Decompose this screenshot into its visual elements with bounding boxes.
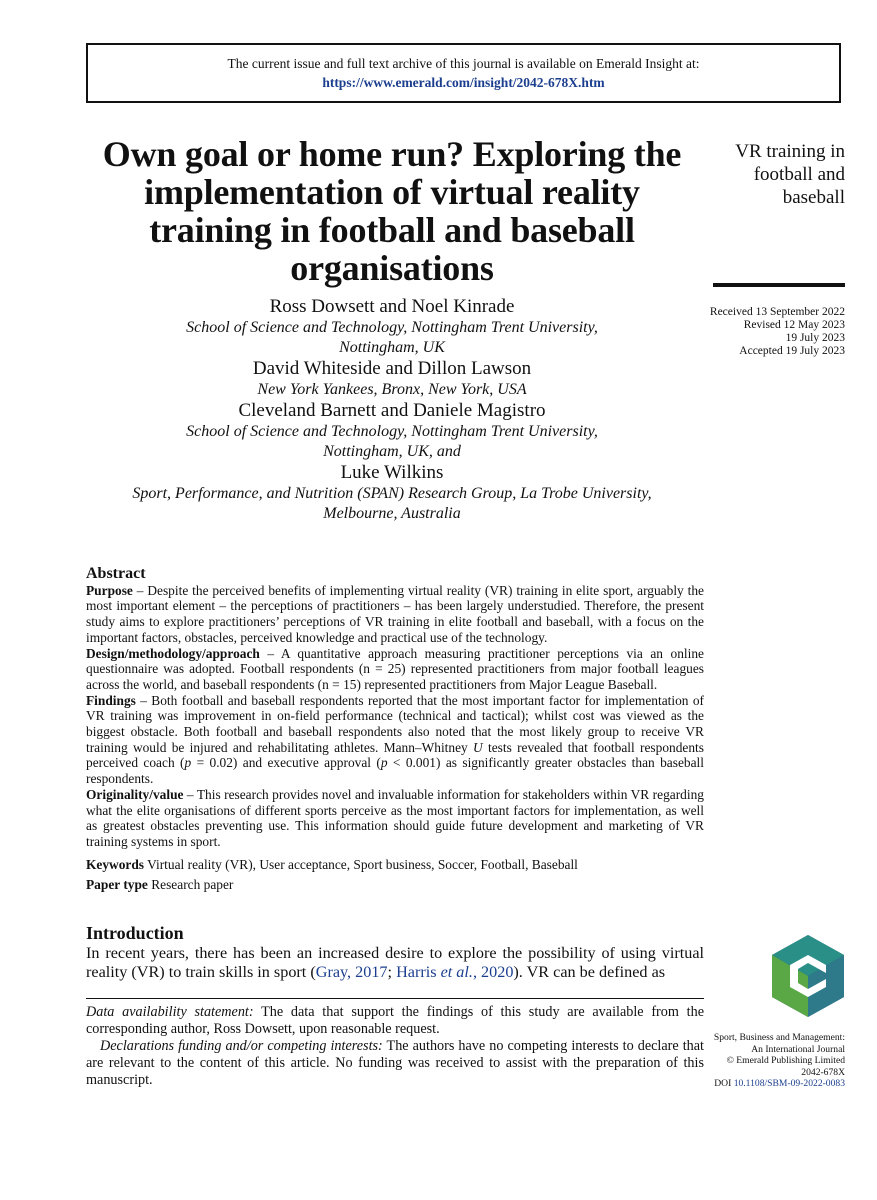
author-affiliation: School of Science and Technology, Nottingham Trent University, bbox=[186, 319, 598, 336]
abstract-heading: Abstract bbox=[86, 565, 146, 582]
originality-label: Originality/value bbox=[86, 786, 184, 802]
introduction-heading: Introduction bbox=[86, 923, 184, 943]
purpose-label: Purpose bbox=[86, 582, 133, 598]
declarations-statement bbox=[86, 1038, 704, 1089]
abstract-findings bbox=[86, 693, 704, 787]
abstract-keywords bbox=[86, 857, 704, 873]
originality-text: – This research provides novel and invaluable information for stakeholders within VR regarding what the elite organisations of different sports perceive as the most important factors for implementation, as well as greatest obstacles preventing use. This information should guide future development and marketing of VR training systems in sport. bbox=[86, 786, 704, 849]
findings-text: tests revealed that football respondents perceived coach ( bbox=[86, 739, 704, 771]
author-names: Luke Wilkins bbox=[340, 462, 444, 483]
findings-text: – Both football and baseball respondents reported that the most important factor for implementation of VR training was improvement in on-field performance (technical and tactical); whilst cost was viewed as the biggest obstacle. Both football and baseball respondents also noted that the most likely group to receive VR training would be injured and rehabilitating athletes. Mann–Whitney bbox=[86, 692, 704, 755]
author-affiliation: School of Science and Technology, Nottingham Trent University, bbox=[186, 423, 598, 440]
revised-date-2: 19 July 2023 bbox=[785, 332, 845, 344]
revised-date: Revised 12 May 2023 bbox=[743, 319, 845, 331]
introduction-paragraph bbox=[86, 944, 704, 983]
journal-info bbox=[700, 1032, 845, 1090]
author-affiliation: Melbourne, Australia bbox=[323, 505, 461, 522]
article-title: Own goal or home run? Exploring the implementation of virtual reality training in football and baseball organisations bbox=[102, 134, 682, 288]
keywords-label: Keywords bbox=[86, 856, 145, 872]
author-names: Cleveland Barnett and Daniele Magistro bbox=[238, 400, 546, 421]
footnote-rule bbox=[86, 998, 704, 999]
findings-p-symbol: p bbox=[380, 755, 388, 771]
banner-text: The current issue and full text archive of this journal is available on Emerald Insight at: bbox=[227, 56, 700, 71]
journal-name: Sport, Business and Management: bbox=[713, 1032, 845, 1043]
purpose-text: – Despite the perceived benefits of implementing virtual reality (VR) training in elite sport, arguably the most important element – the perceptions of practitioners – has been largely understudied. Therefore, the present study aims to explore practitioners’ perceptions of VR training in elite football and baseball, with a focus on the important factors, obstacles, perceived knowledge and practical use of the technology. bbox=[86, 582, 704, 645]
abstract-purpose bbox=[86, 583, 704, 646]
intro-text: In recent years, there has been an increased desire to explore the possibility of using virtual reality (VR) to train skills in sport ( bbox=[86, 943, 704, 981]
doi-link[interactable]: 10.1108/SBM-09-2022-0083 bbox=[733, 1078, 845, 1089]
emerald-publishing-logo-icon bbox=[772, 935, 844, 1017]
abstract-design bbox=[86, 646, 704, 693]
running-head: VR training in football and baseball bbox=[735, 141, 845, 208]
author-affiliation: New York Yankees, Bronx, New York, USA bbox=[257, 381, 527, 398]
running-head-rule bbox=[713, 283, 845, 287]
declarations-text: The authors have no competing interests to declare that are relevant to the content of this article. No funding was received to assist with the preparation of this manuscript. bbox=[86, 1038, 704, 1088]
findings-text: < 0.001) as significantly greater obstacles than baseball respondents. bbox=[86, 755, 704, 787]
journal-url-link[interactable]: https://www.emerald.com/insight/2042-678X.htm bbox=[322, 75, 605, 90]
design-text: – A quantitative approach measuring practitioner perceptions via an online questionnaire was adopted. Football respondents (n = 25) represented practitioners from major football leagues across the world, and baseball respondents (n = 15) represented practitioners from Major League Baseball. bbox=[86, 645, 704, 692]
abstract-originality bbox=[86, 787, 704, 850]
issn: 2042-678X bbox=[801, 1066, 845, 1078]
article-dates bbox=[700, 306, 845, 358]
data-availability-text: The data that support the findings of this study are available from the corresponding author, Ross Dowsett, upon reasonable request. bbox=[86, 1004, 704, 1037]
archive-banner bbox=[86, 43, 841, 103]
paper-type-text: Research paper bbox=[147, 877, 234, 893]
findings-u-symbol: U bbox=[473, 739, 483, 755]
findings-label: Findings bbox=[86, 692, 136, 708]
author-affiliation: Nottingham, UK bbox=[339, 339, 445, 356]
author-affiliation: Nottingham, UK, and bbox=[323, 443, 461, 460]
author-block bbox=[86, 296, 698, 524]
author-affiliation: Sport, Performance, and Nutrition (SPAN) Research Group, La Trobe University, bbox=[132, 485, 652, 502]
data-availability-statement bbox=[86, 1004, 704, 1038]
abstract-paper-type bbox=[86, 877, 704, 893]
paper-type-label: Paper type bbox=[86, 877, 148, 893]
keywords-text: Virtual reality (VR), User acceptance, Sport business, Soccer, Football, Baseball bbox=[144, 856, 578, 872]
accepted-date: Accepted 19 July 2023 bbox=[739, 345, 845, 357]
intro-text: ). VR can be defined as bbox=[513, 963, 666, 981]
footnotes-section bbox=[86, 1004, 704, 1089]
introduction-section bbox=[86, 924, 704, 983]
findings-text: = 0.02) and executive approval ( bbox=[191, 755, 381, 771]
citation-link-harris[interactable] bbox=[396, 963, 513, 981]
citation-year: , 2020 bbox=[472, 963, 514, 981]
doi-label: DOI bbox=[714, 1078, 734, 1089]
citation-etal: et al. bbox=[440, 963, 473, 981]
abstract-section bbox=[86, 566, 704, 893]
intro-text: ; bbox=[387, 963, 397, 981]
citation-link-gray[interactable]: Gray, 2017 bbox=[315, 963, 388, 981]
declarations-label: Declarations funding and/or competing interests: bbox=[100, 1038, 383, 1054]
journal-subtitle: An International Journal bbox=[751, 1043, 845, 1055]
author-names: David Whiteside and Dillon Lawson bbox=[252, 358, 532, 379]
author-names: Ross Dowsett and Noel Kinrade bbox=[269, 296, 515, 317]
findings-p-symbol: p bbox=[184, 755, 192, 771]
received-date: Received 13 September 2022 bbox=[709, 306, 845, 318]
publisher: © Emerald Publishing Limited bbox=[726, 1055, 845, 1066]
doi-line bbox=[700, 1078, 845, 1090]
data-availability-label: Data availability statement: bbox=[86, 1004, 254, 1020]
citation-author: Harris bbox=[396, 963, 441, 981]
design-label: Design/methodology/approach bbox=[86, 645, 260, 661]
